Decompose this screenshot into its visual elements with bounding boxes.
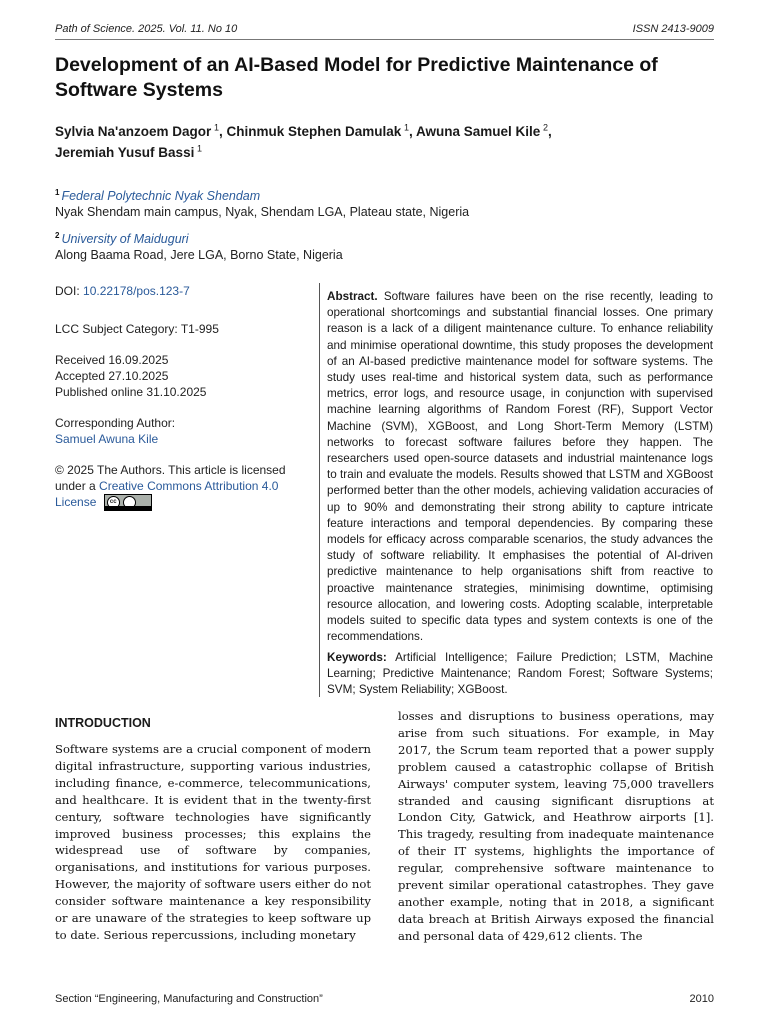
author-name: Awuna Samuel Kile	[416, 124, 541, 139]
doi-link[interactable]: 10.22178/pos.123-7	[83, 284, 190, 298]
footer-section: Section “Engineering, Manufacturing and Construction”	[55, 993, 323, 1005]
accepted-date: Accepted 27.10.2025	[55, 369, 169, 383]
author-name: Chinmuk Stephen Damulak	[226, 124, 402, 139]
lcc-category: LCC Subject Category: T1-995	[55, 322, 219, 336]
author-affiliation-marker: 1	[213, 122, 219, 133]
section-heading: INTRODUCTION	[55, 716, 151, 730]
affiliation-name-link[interactable]: $^1$ Federal Polytechnic Nyak Shendam	[55, 188, 261, 204]
author-affiliation-marker: 2	[543, 122, 549, 133]
abstract-divider	[319, 283, 320, 697]
author-affiliation-marker: 1	[197, 143, 203, 154]
affiliation-name-link[interactable]: $^2$ University of Maiduguri	[55, 231, 189, 247]
author-name: Sylvia Na'anzoem Dagor	[55, 124, 212, 139]
author-name: Jeremiah Yusuf Bassi	[55, 145, 195, 160]
received-date: Received 16.09.2025	[55, 353, 169, 367]
published-date: Published online 31.10.2025	[55, 385, 207, 399]
author-list: Sylvia Na'anzoem Dagor $^1$, Chinmuk Stephen Damulak $^1$, Awuna Samuel Kile $^2$, Jeremiah Yusuf Bassi $^1$	[55, 122, 552, 160]
license-notice: © 2025 The Authors. This article is licensed under a Creative Commons Attribution 4.0 License cc	[55, 462, 300, 511]
issn: ISSN 2413-9009	[632, 23, 714, 35]
header-divider	[55, 39, 714, 40]
intro-column-left: Software systems are a crucial component of modern digital infrastructure, supporting various industries, including finance, e-commerce, telecommunications, and healthcare. It is evident that in the twenty-first century, software technologies have significantly improved business processes; this explains the widespread use of software by companies, organisations, and institutions for various purposes. However, the majority of software users either do not consider software maintenance a key responsibility or are unaware of the strategies to keep software up to date. Serious repercussions, including monetary	[55, 742, 371, 942]
page-number: 2010	[689, 993, 714, 1005]
affiliation-address: Along Baama Road, Jere LGA, Borno State, Nigeria	[55, 248, 343, 263]
corresponding-author-link[interactable]: Samuel Awuna Kile	[55, 432, 159, 446]
doi: DOI: 10.22178/pos.123-7	[55, 284, 190, 298]
abstract	[327, 289, 713, 645]
cc-by-license-icon[interactable]: cc	[104, 494, 152, 511]
keywords	[327, 650, 713, 699]
license-link[interactable]: Creative Commons Attribution 4.0 License	[55, 479, 279, 509]
keywords-text: Artificial Intelligence; Failure Prediction; LSTM, Machine Learning; Predictive Maintenance; Random Forest; Software Systems; SVM; System Reliability; XGBoost.	[327, 651, 714, 697]
affiliation	[55, 231, 343, 262]
journal-header: Path of Science. 2025. Vol. 11. No 10	[55, 23, 238, 35]
affiliation	[55, 188, 469, 219]
abstract-label: Abstract.	[327, 290, 378, 303]
affiliation-address: Nyak Shendam main campus, Nyak, Shendam LGA, Plateau state, Nigeria	[55, 205, 470, 220]
corresponding-author-label: Corresponding Author:	[55, 416, 176, 430]
paper-title: Development of an AI-Based Model for Predictive Maintenance of Software Systems	[55, 54, 658, 101]
author-affiliation-marker: 1	[404, 122, 410, 133]
intro-column-right: losses and disruptions to business operations, may arise from such situations. For example, in May 2017, the Scrum team reported that a power supply problem caused a catastrophic collapse of British Airways' computer system, leaving 75,000 travellers stranded and causing significant disruptions at London City, Gatwick, and Heathrow airports [1]. This tragedy, resulting from inadequate maintenance of their IT systems, highlights the importance of regular, comprehensive software maintenance to prevent similar operational catastrophes. They gave another example, noting that in 2018, a significant data breach at British Airways exposed the financial and personal data of 429,612 clients. The	[398, 709, 714, 943]
abstract-text: Software failures have been on the rise recently, leading to operational shortcomings and substantial financial losses. One primary reason is a lack of a diligent maintenance culture. To enhance reliability and minimise operational downtime, this study proposes the development of an AI-based predictive maintenance model for software systems. The study uses real-time and historical system data, such as performance metrics, error logs, and resource usage, in conjunction with supervised machine learning algorithms of Random Forest (RF), Support Vector Machine (SVM), XGBoost, and Long Short-Term Memory (LSTM) networks to forecast software failures before they happen. The researchers used open-source datasets and industrial maintenance logs to train and evaluate the models. Results showed that LSTM and XGBoost performed better than the other models, achieving validation accuracies of up to 90% and demonstrating their strong ability to capture intricate feature interactions and temporal dependencies. By comparing these models for efficacy across comparable scenarios, the study advances the study of software reliability. It emphasises the potential of AI-driven predictive maintenance to help organisations shift from reactive to proactive maintenance strategies, minimising downtime, optimising resource allocation, and lowering costs. Adopting scalable, interpretable models suited to specific data types and system contexts is one of the recommendations.	[327, 290, 713, 644]
keywords-label: Keywords:	[327, 651, 387, 664]
